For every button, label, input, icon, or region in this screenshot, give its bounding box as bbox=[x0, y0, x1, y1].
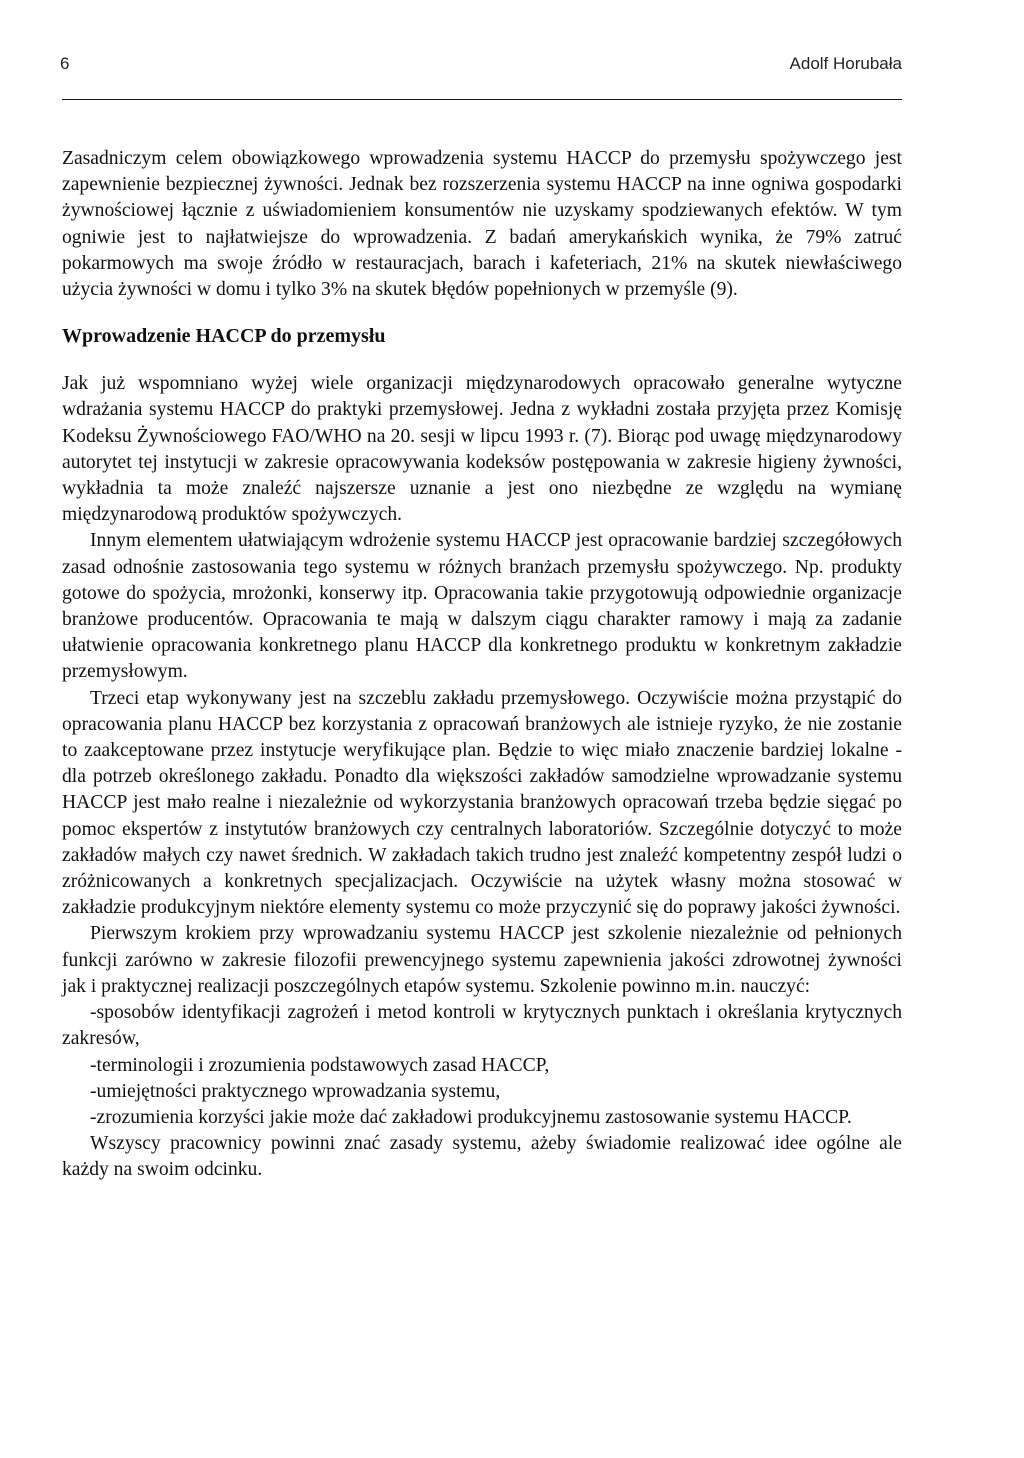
closing-paragraph: Wszyscy pracownicy powinni znać zasady systemu, ażeby świadomie realizować idee ogólne ale każdy na swoim odcinku. bbox=[62, 1133, 902, 1181]
intro-paragraph: Zasadniczym celem obowiązkowego wprowadzenia systemu HACCP do przemysłu spożywczego jest zapewnienie bezpiecznej żywności. Jednak bez rozszerzenia systemu HACCP na inne ogniwa gospodarki żywnościowej łącznie z uświadomieniem konsumentów nie uzyskamy spodziewanych efektów. W tym ogniwie jest to najłatwiejsze do wprowadzenia. Z badań amerykańskich wynika, że 79% zatruć pokarmowych ma swoje źródło w restauracjach, barach i kafeteriach, 21% na skutek niewłaściwego użycia żywności w domu i tylko 3% na skutek błędów popełnionych w przemyśle (9). bbox=[62, 148, 902, 301]
page-header bbox=[60, 50, 902, 78]
list-item: -terminologii i zrozumienia podstawowych zasad HACCP, bbox=[90, 1054, 550, 1076]
body-paragraph-2: Innym elementem ułatwiającym wdrożenie systemu HACCP jest opracowanie bardziej szczegółowych zasad odnośnie zastosowania tego systemu w różnych branżach przemysłu spożywczego. Np. produkty gotowe do spożycia, mrożonki, konserwy itp. Opracowania takie przygotowują odpowiednie organizacje branżowe producentów. Opracowania te mają w dalszym ciągu charakter ramowy i mają za zadanie ułatwienie opracowania konkretnego planu HACCP dla konkretnego produktu w konkretnym zakładzie przemysłowym. bbox=[62, 530, 902, 683]
page-number: 6 bbox=[60, 54, 70, 73]
body-paragraph-1: Jak już wspomniano wyżej wiele organizacji międzynarodowych opracowało generalne wytyczne wdrażania systemu HACCP do praktyki przemysłowej. Jedna z wykładni została przyjęta przez Komisję Kodeksu Żywnościowego FAO/WHO na 20. sesji w lipcu 1993 r. (7). Biorąc pod uwagę międzynarodowy autorytet tej instytucji w zakresie opracowywania kodeksów postępowania w zakresie higieny żywności, wykładnia ta może znaleźć najszersze uznanie a jest ono niezbędne ze względu na wymianę międzynarodową produktów spożywczych. bbox=[62, 373, 902, 526]
running-header-author: Adolf Horubała bbox=[789, 54, 902, 73]
section-heading: Wprowadzenie HACCP do przemysłu bbox=[62, 325, 386, 348]
list-item: -umiejętności praktycznego wprowadzania systemu, bbox=[90, 1080, 501, 1102]
header-rule bbox=[62, 99, 902, 100]
body-paragraph-4: Pierwszym krokiem przy wprowadzaniu systemu HACCP jest szkolenie niezależnie od pełnionych funkcji zarówno w zakresie filozofii prewencyjnego systemu zapewnienia jakości zdrowotnej żywności jak i praktycznej realizacji poszczególnych etapów systemu. Szkolenie powinno m.in. nauczyć: bbox=[62, 923, 902, 997]
list-item: -zrozumienia korzyści jakie może dać zakładowi produkcyjnemu zastosowanie systemu HACCP. bbox=[90, 1106, 852, 1128]
page-body bbox=[62, 146, 902, 1184]
body-paragraph-3: Trzeci etap wykonywany jest na szczeblu zakładu przemysłowego. Oczywiście można przystąpić do opracowania planu HACCP bez korzystania z opracowań branżowych ale istnieje ryzyko, że nie zostanie to zaakceptowane przez instytucje weryfikujące plan. Będzie to więc miało znaczenie bardziej lokalne - dla potrzeb określonego zakładu. Ponadto dla większości zakładów samodzielne wprowadzanie systemu HACCP jest mało realne i niezależnie od wykorzystania branżowych opracowań trzeba będzie sięgać po pomoc ekspertów z instytutów branżowych czy centralnych laboratoriów. Szczególnie dotyczyć to może zakładów małych czy nawet średnich. W zakładach takich trudno jest znaleźć kompetentny zespół ludzi o zróżnicowanych a konkretnych specjalizacjach. Oczywiście na użytek własny można stosować w zakładzie produkcyjnym niektóre elementy systemu co może przyczynić się do poprawy jakości żywności. bbox=[62, 687, 902, 919]
list-item: -sposobów identyfikacji zagrożeń i metod kontroli w krytycznych punktach i określania krytycznych zakresów, bbox=[62, 1002, 902, 1050]
